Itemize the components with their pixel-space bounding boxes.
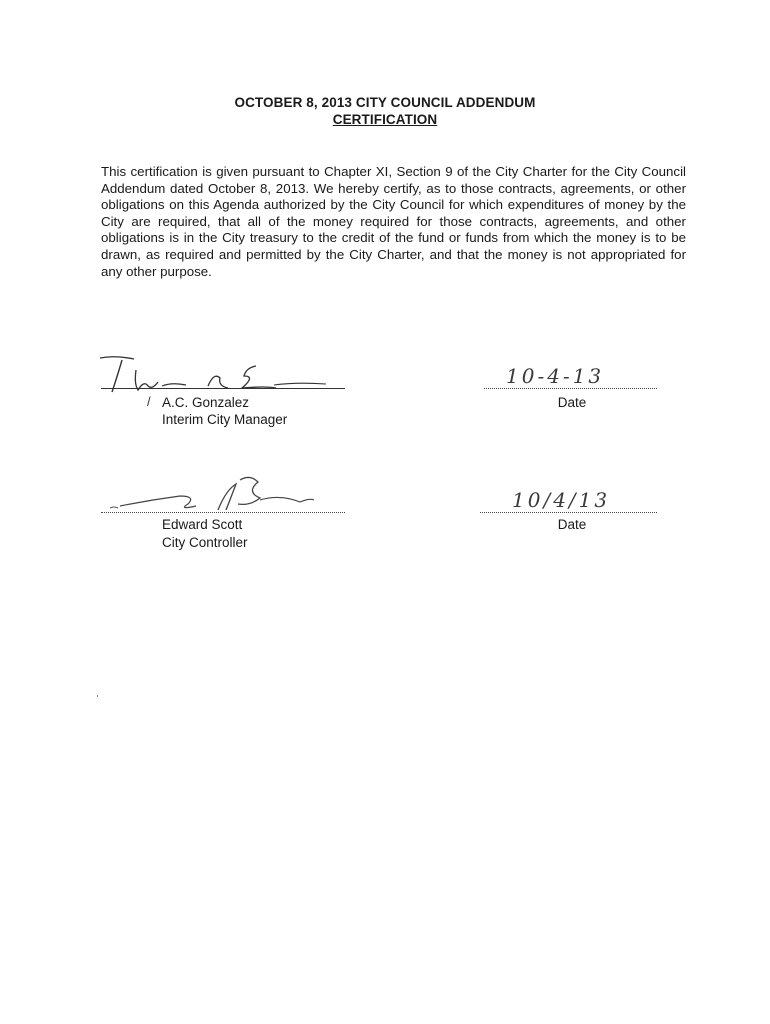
date-line-2 [480,512,657,513]
certification-paragraph: This certification is given pursuant to Chapter XI, Section 9 of the City Charter for the City Council Addendum dated October 8, 2013. We hereby certify, as to those contracts, agreements, or other obligations on this Agenda authorized by the City Council for which expenditures of money by the City are required, that all of the money required for those contracts, agreements, and other obligations is in the City treasury to the credit of the fund or funds from which the money is to be drawn, as required and permitted by the City Charter, and that the money is not appropriated for any other purpose. [101,164,686,279]
handwritten-date-2: 10/4/13 [512,488,611,512]
signer-name-2: Edward Scott [162,517,243,532]
document-title: OCTOBER 8, 2013 CITY COUNCIL ADDENDUM [234,95,536,110]
scan-speck [97,695,98,697]
signature-line-1 [101,388,345,389]
signer-role-2: City Controller [162,535,248,550]
signature-gonzalez [96,352,356,400]
signature-mark: / [147,394,151,409]
signature-line-2 [101,512,345,513]
document-subtitle: CERTIFICATION [332,112,438,127]
date-line-1 [484,388,657,389]
date-label-2: Date [557,517,587,532]
handwritten-date-1: 10-4-13 [506,364,605,388]
signer-name-1: A.C. Gonzalez [162,395,250,410]
date-label-1: Date [557,395,587,410]
signer-role-1: Interim City Manager [162,412,288,427]
